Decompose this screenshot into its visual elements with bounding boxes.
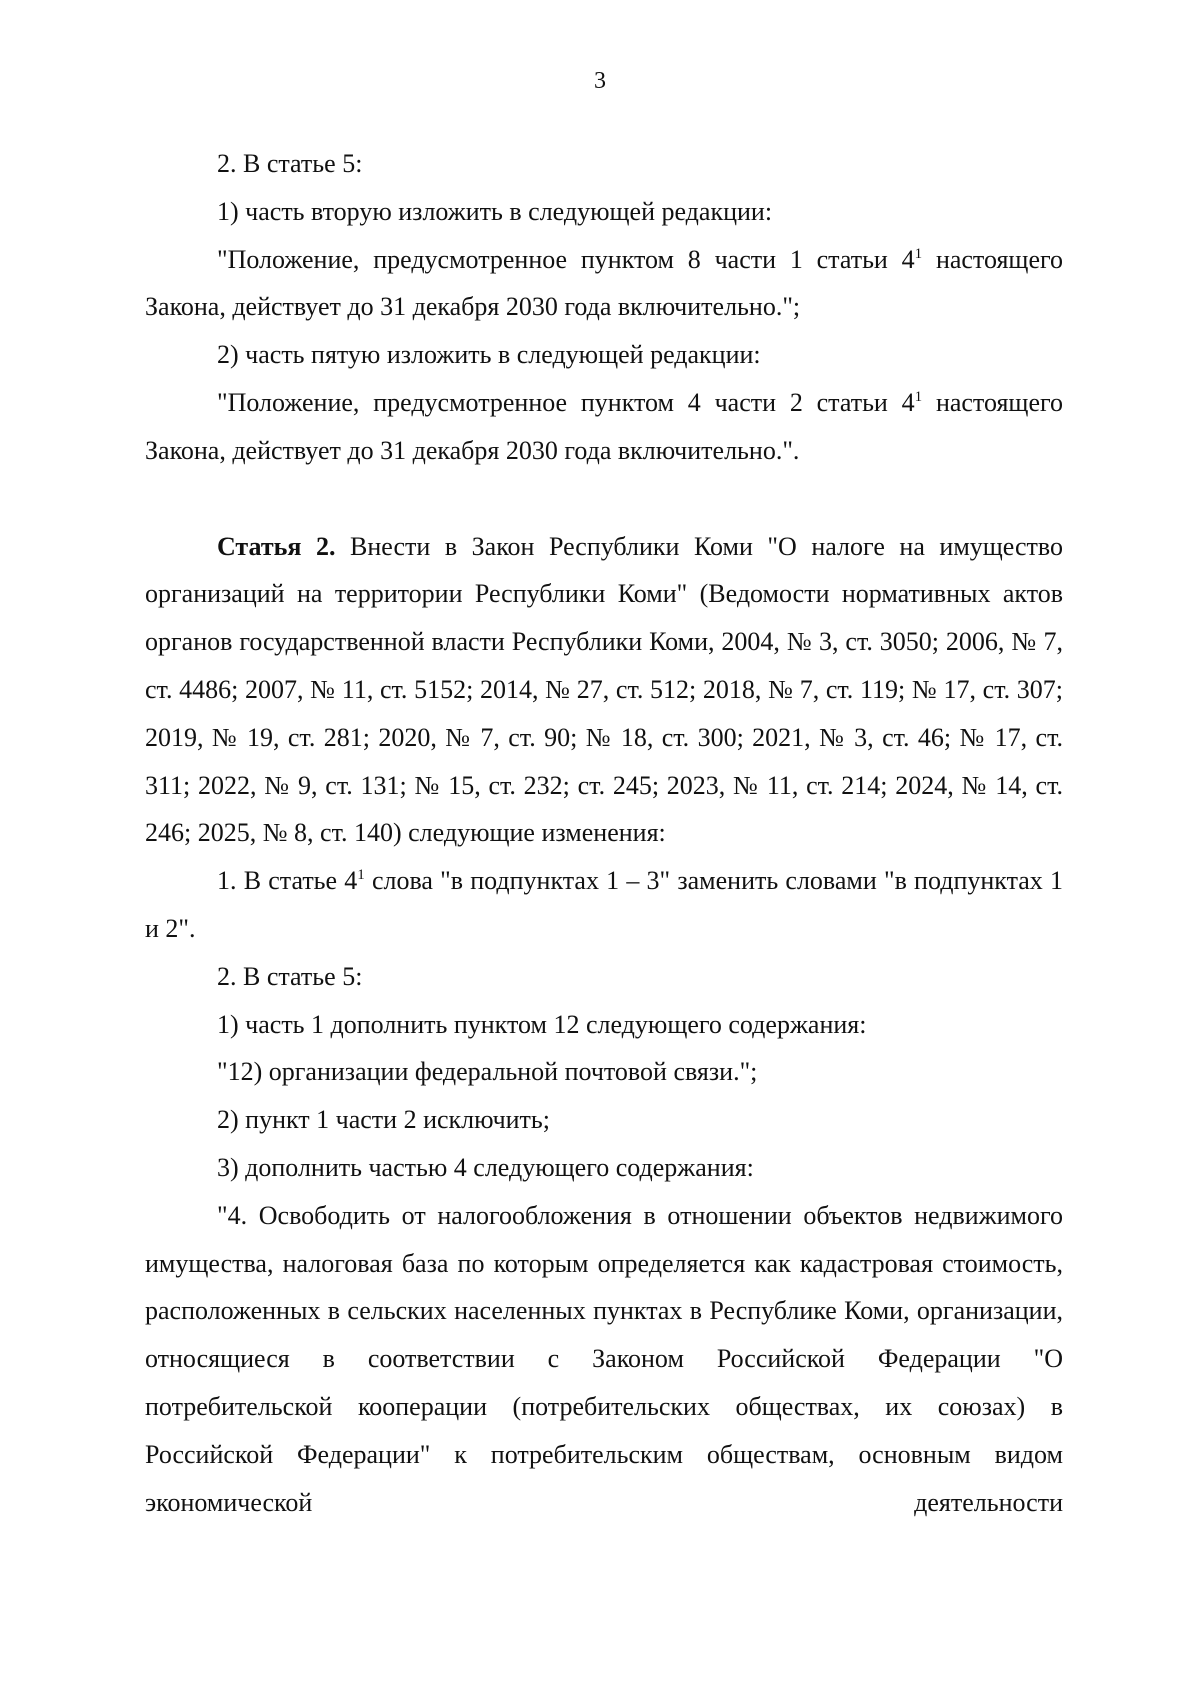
text-run: слова "в подпунктах 1 – 3" заменить словами "в подпунктах 1 и 2".	[145, 866, 1063, 943]
text-run: настоящего Закона, действует до 31 декабря 2030 года включительно.";	[145, 244, 1063, 322]
paragraph: 2. В статье 5:	[217, 961, 363, 991]
text-run: 1. В статье 4	[217, 866, 358, 896]
text-run: "Положение, предусмотренное пунктом 4 части 2 статьи 4	[217, 387, 915, 417]
paragraph: 2) часть пятую изложить в следующей редакции:	[217, 340, 761, 370]
paragraph	[145, 236, 1063, 332]
article-paragraph	[145, 523, 1063, 858]
paragraph: 1) часть вторую изложить в следующей редакции:	[217, 196, 773, 226]
spacer	[145, 475, 1063, 523]
paragraph: 2. В статье 5:	[217, 149, 363, 178]
document-body	[145, 140, 1063, 1526]
paragraph	[145, 857, 1063, 953]
paragraph: 2) пункт 1 части 2 исключить;	[217, 1105, 550, 1135]
paragraph: "4. Освободить от налогообложения в отношении объектов недвижимого имущества, налоговая база по которым определяется как кадастровая стоимость, расположенных в сельских населенных пунктах в Республике Коми, организации, относящиеся в соответствии с Законом Российской Федерации "О потребительской кооперации (потребительских обществах, их союзах) в Российской Федерации" к потребительским обществам, основным видом экономической деятельности	[145, 1200, 1063, 1517]
article-heading: Статья 2.	[217, 531, 336, 561]
superscript: 1	[914, 245, 923, 262]
superscript: 1	[914, 388, 923, 405]
text-run: настоящего Закона, действует до 31 декабря 2030 года включительно.".	[145, 387, 1063, 465]
superscript: 1	[357, 867, 365, 884]
paragraph: "12) организации федеральной почтовой связи.";	[217, 1057, 758, 1087]
text-run: "Положение, предусмотренное пунктом 8 части 1 статьи 4	[217, 244, 915, 274]
text-run: Внести в Закон Республики Коми "О налоге на имущество организаций на территории Республики Коми" (Ведомости нормативных актов органов государственной власти Республики Коми, 2004, № 3, ст. 3050; 2006, № 7, ст. 4486; 2007, № 11, ст. 5152; 2014, № 27, ст. 512; 2018, № 7, ст. 119; № 17, ст. 307; 2019, № 19, ст. 281; 2020, № 7, ст. 90; № 18, ст. 300; 2021, № 3, ст. 46; № 17, ст. 311; 2022, № 9, ст. 131; № 15, ст. 232; ст. 245; 2023, № 11, ст. 214; 2024, № 14, ст. 246; 2025, № 8, ст. 140) следующие изменения:	[145, 531, 1063, 848]
paragraph	[145, 379, 1063, 475]
paragraph: 1) часть 1 дополнить пунктом 12 следующего содержания:	[217, 1009, 867, 1039]
paragraph: 3) дополнить частью 4 следующего содержания:	[217, 1152, 754, 1182]
page-number: 3	[594, 68, 606, 94]
